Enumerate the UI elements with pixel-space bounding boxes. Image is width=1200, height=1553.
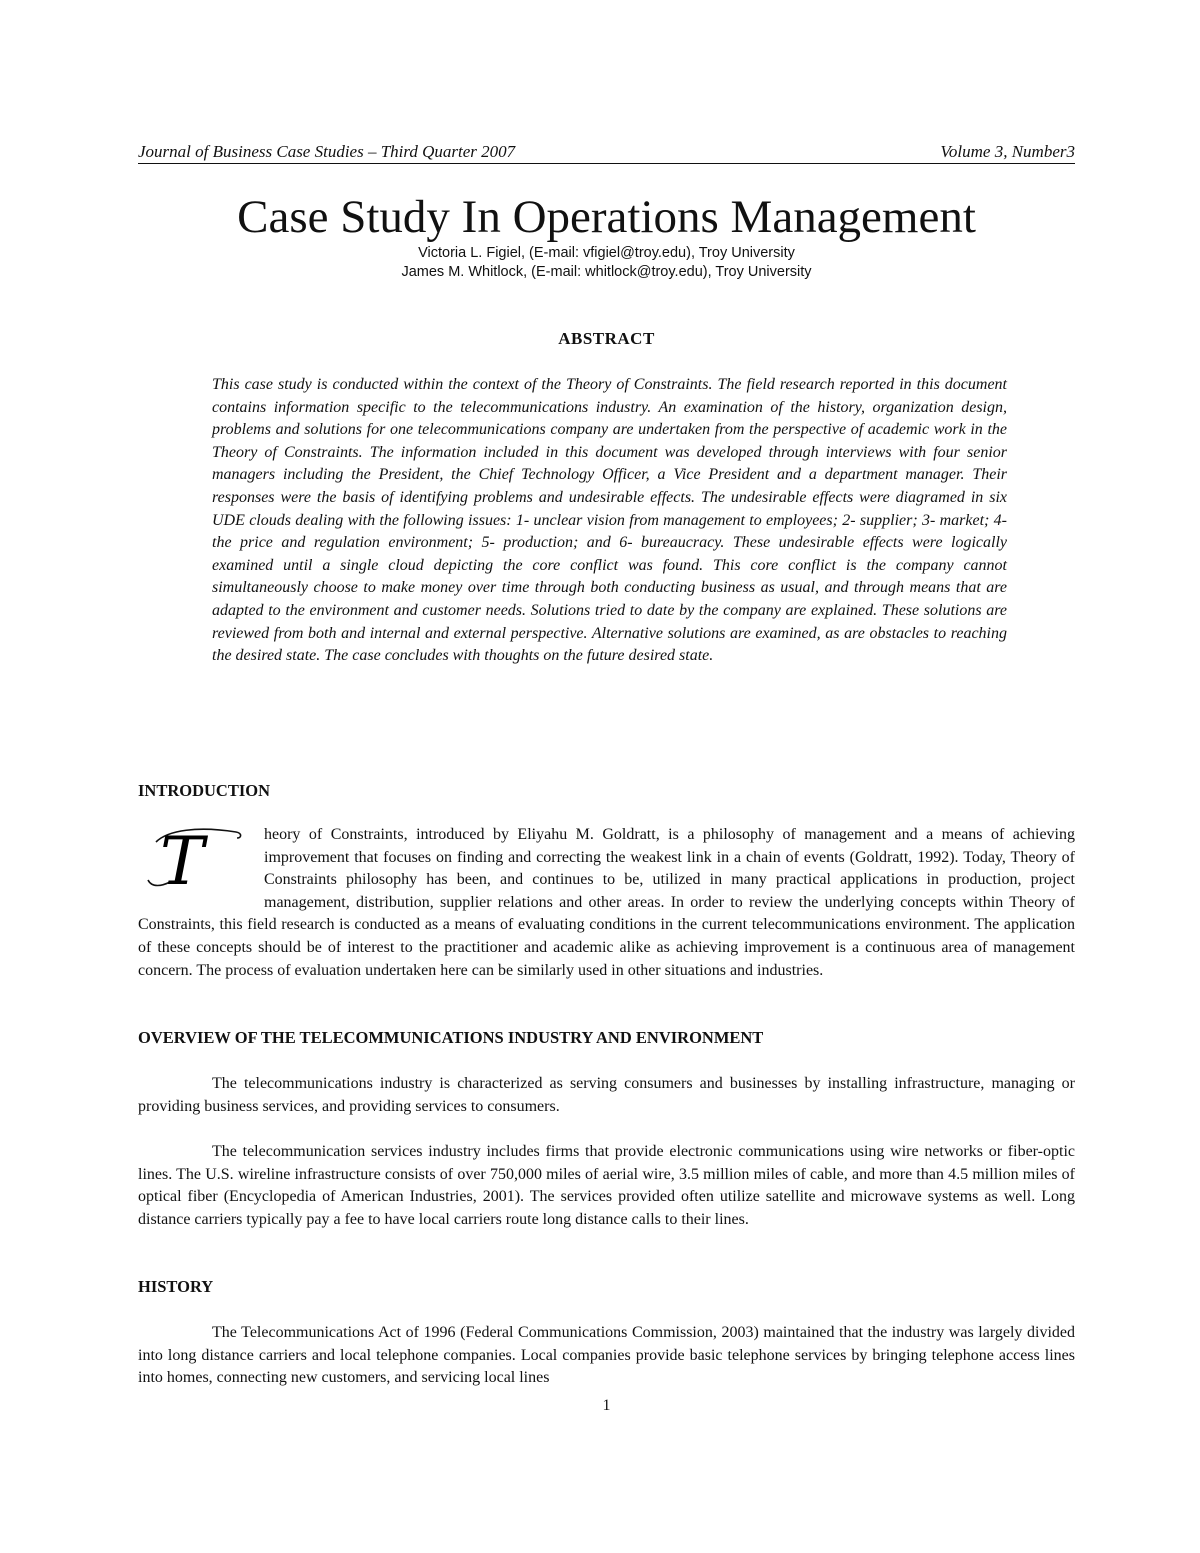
introduction-paragraph — [138, 824, 1075, 982]
paper-title: Case Study In Operations Management — [237, 191, 976, 243]
journal-name: Journal of Business Case Studies – Third Quarter 2007 — [138, 142, 516, 161]
introduction-text: heory of Constraints, introduced by Eliyahu M. Goldratt, is a philosophy of management and a means of achieving improvement that focuses on finding and correcting the weakest link in a chain of events (Goldratt, 1992). Today, Theory of Constraints philosophy has been, and continues to be, utilized in many practical applications in production, project management, distribution, supplier relations and other areas. In order to review the underlying concepts within Theory of Constraints, this field research is conducted as a means of evaluating conditions in the current telecommunications environment. The application of these concepts should be of interest to the practitioner and academic alike as achieving improvement is a continuous area of management concern. The process of evaluation undertaken here can be similarly used in other situations and industries. — [138, 826, 1075, 979]
page-number: 1 — [602, 1397, 611, 1414]
history-heading: HISTORY — [138, 1277, 214, 1296]
running-header — [138, 143, 1075, 164]
overview-paragraph: The telecommunications industry is characterized as serving consumers and businesses by installing infrastructure, managing or providing business services, and providing services to consumers. — [138, 1075, 1075, 1115]
author-line: Victoria L. Figiel, (E-mail: vfigiel@troy.edu), Troy University — [418, 245, 795, 261]
dropcap-glyph: T — [160, 824, 205, 892]
author-line: James M. Whitlock, (E-mail: whitlock@troy.edu), Troy University — [401, 264, 812, 280]
volume-number: Volume 3, Number3 — [940, 142, 1075, 161]
abstract-text: This case study is conducted within the context of the Theory of Constraints. The field research reported in this document contains information specific to the telecommunications industry. An examination of the history, organization design, problems and solutions for one telecommunications company are undertaken from the perspective of academic work in the Theory of Constraints. The information included in this document was developed through interviews with four senior managers including the President, the Chief Technology Officer, a Vice President and a department manager. Their responses were the basis of identifying problems and undesirable effects. The undesirable effects were diagramed in six UDE clouds dealing with the following issues: 1- unclear vision from management to employees; 2- supplier; 3- market; 4- the price and regulation environment; 5- production; and 6- bureaucracy. These undesirable effects were logically examined until a single cloud depicting the core conflict was found. This core conflict is the company cannot simultaneously choose to make money over time through both conducting business as usual, and through means that are adapted to the environment and customer needs. Solutions tried to date by the company are explained. These solutions are reviewed from both and internal and external perspective. Alternative solutions are examined, as are obstacles to reaching the desired state. The case concludes with thoughts on the future desired state. — [212, 376, 1007, 665]
dropcap-letter — [138, 824, 258, 892]
overview-heading: OVERVIEW OF THE TELECOMMUNICATIONS INDUSTRY AND ENVIRONMENT — [138, 1028, 764, 1047]
author-list — [138, 244, 1075, 282]
history-paragraph: The Telecommunications Act of 1996 (Federal Communications Commission, 2003) maintained that the industry was largely divided into long distance carriers and local telephone companies. Local companies provide basic telephone services by bringing telephone access lines into homes, connecting new customers, and servicing local lines — [138, 1324, 1075, 1387]
abstract-heading: ABSTRACT — [558, 329, 655, 348]
introduction-heading: INTRODUCTION — [138, 781, 271, 800]
overview-paragraph: The telecommunication services industry includes firms that provide electronic communications using wire networks or fiber-optic lines. The U.S. wireline infrastructure consists of over 750,000 miles of aerial wire, 3.5 million miles of cable, and more than 4.5 million miles of optical fiber (Encyclopedia of American Industries, 2001). The services provided often utilize satellite and microwave systems as well. Long distance carriers typically pay a fee to have local carriers route long distance calls to their lines. — [138, 1143, 1075, 1228]
